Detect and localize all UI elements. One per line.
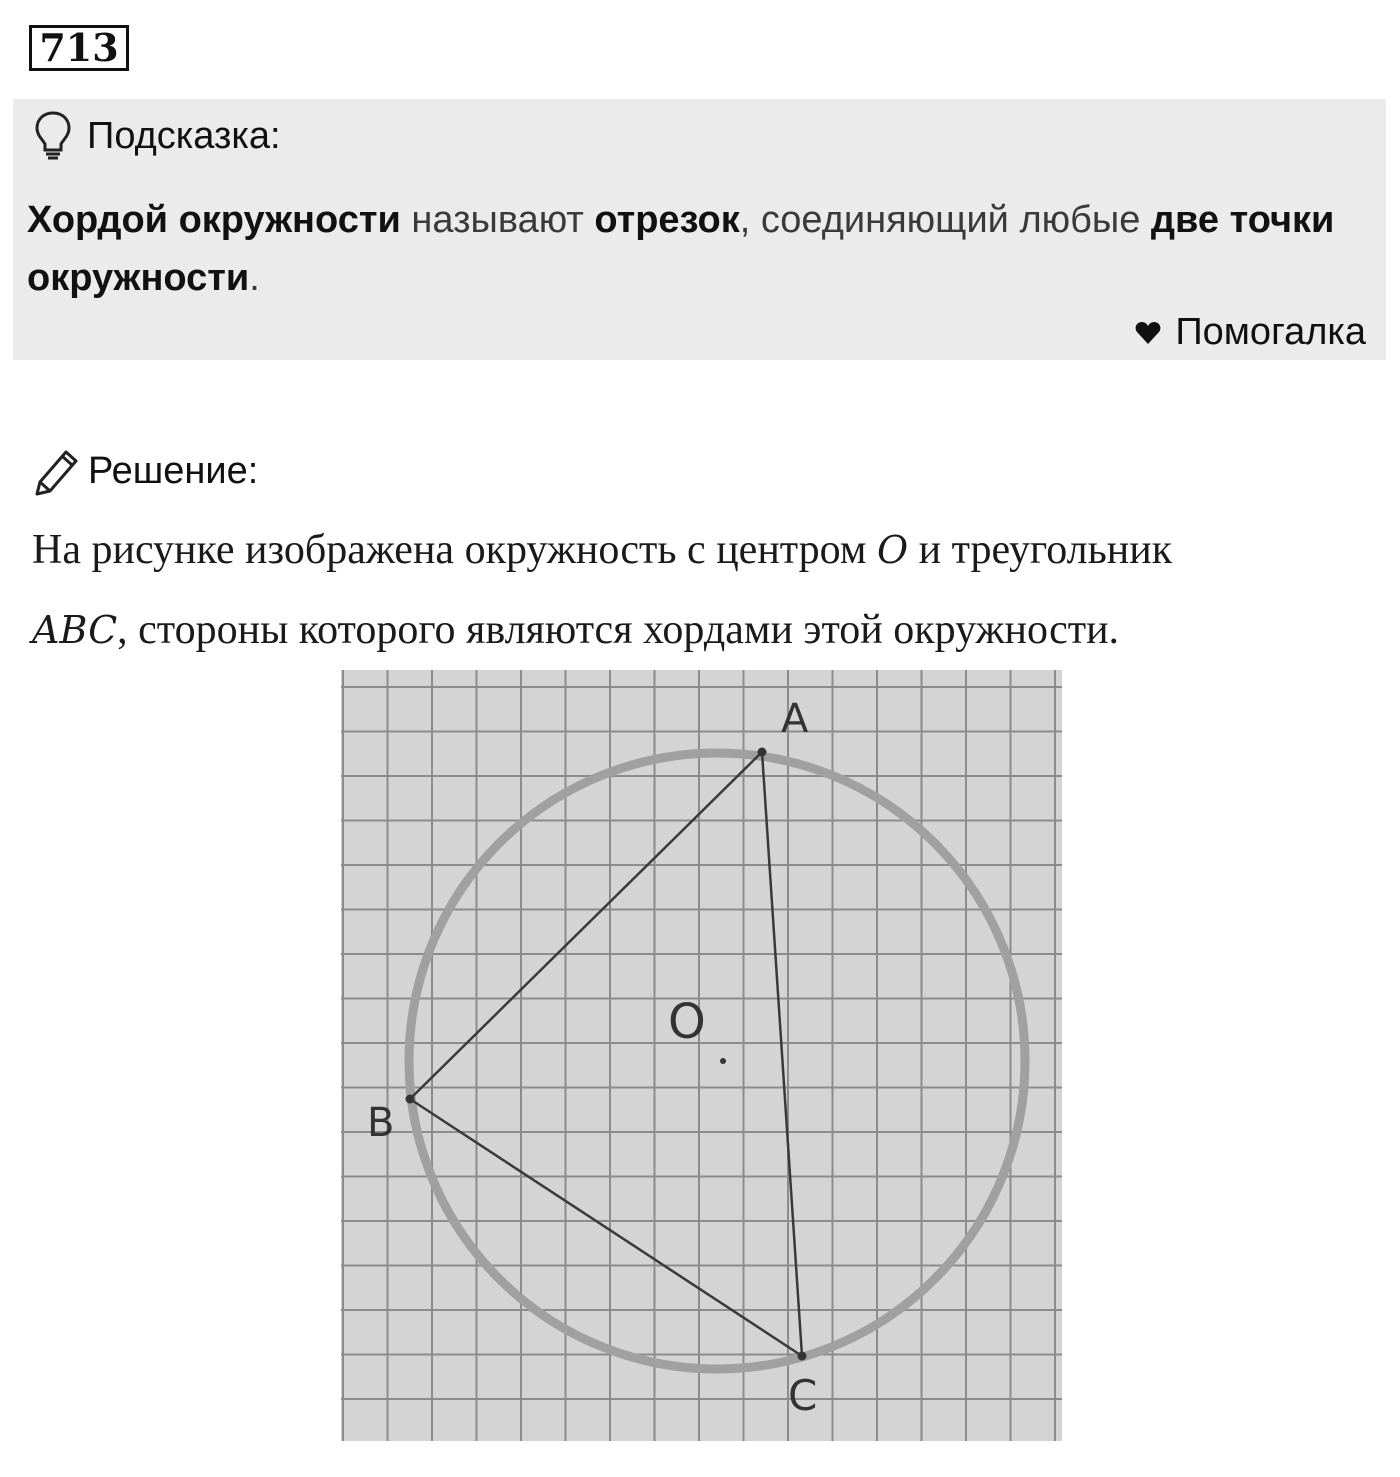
- task-number: 713: [29, 25, 129, 71]
- center-o-label: O: [668, 994, 706, 1050]
- solution-text-part: , стороны которого являются хордами этой окружности.: [117, 607, 1120, 653]
- hint-box: [13, 99, 1386, 360]
- grid-paper: [341, 670, 1062, 1441]
- hint-title: Подсказка:: [87, 114, 281, 157]
- vertex-a-dot: [758, 748, 767, 757]
- brand-label: Помогалка: [1175, 311, 1366, 353]
- hint-text-part: , соединяющий любые: [739, 199, 1151, 241]
- heart-icon: [1135, 321, 1161, 345]
- vertex-c-dot: [798, 1352, 807, 1361]
- center-symbol: O: [876, 528, 909, 572]
- hint-term-chord: Хордой окружности: [27, 199, 401, 241]
- vertex-b-dot: [406, 1095, 415, 1104]
- solution-text: [32, 510, 1372, 670]
- hint-term-segment: отрезок: [594, 199, 740, 241]
- vertex-a-label: A: [781, 696, 809, 742]
- vertex-b-label: B: [367, 1100, 395, 1146]
- hint-text-part: называют: [400, 199, 595, 241]
- pencil-icon: [32, 446, 82, 496]
- hint-text: [27, 191, 1367, 307]
- solution-title: Решение:: [88, 449, 259, 492]
- solution-header: [32, 444, 258, 498]
- triangle-symbol: ABC: [32, 608, 118, 652]
- vertex-c-label: C: [788, 1371, 818, 1420]
- circle-triangle-drawing: [341, 670, 1062, 1441]
- brand: [1135, 311, 1366, 354]
- center-o-dot: [720, 1058, 726, 1064]
- solution-text-part: На рисунке изображена окружность с центром: [32, 527, 877, 573]
- lightbulb-icon: [33, 110, 73, 162]
- hint-text-part: .: [249, 257, 260, 299]
- hint-header: [33, 109, 281, 163]
- solution-text-part: и треугольник: [908, 527, 1173, 573]
- hint-term-two-points: две точки окружности: [27, 199, 1335, 299]
